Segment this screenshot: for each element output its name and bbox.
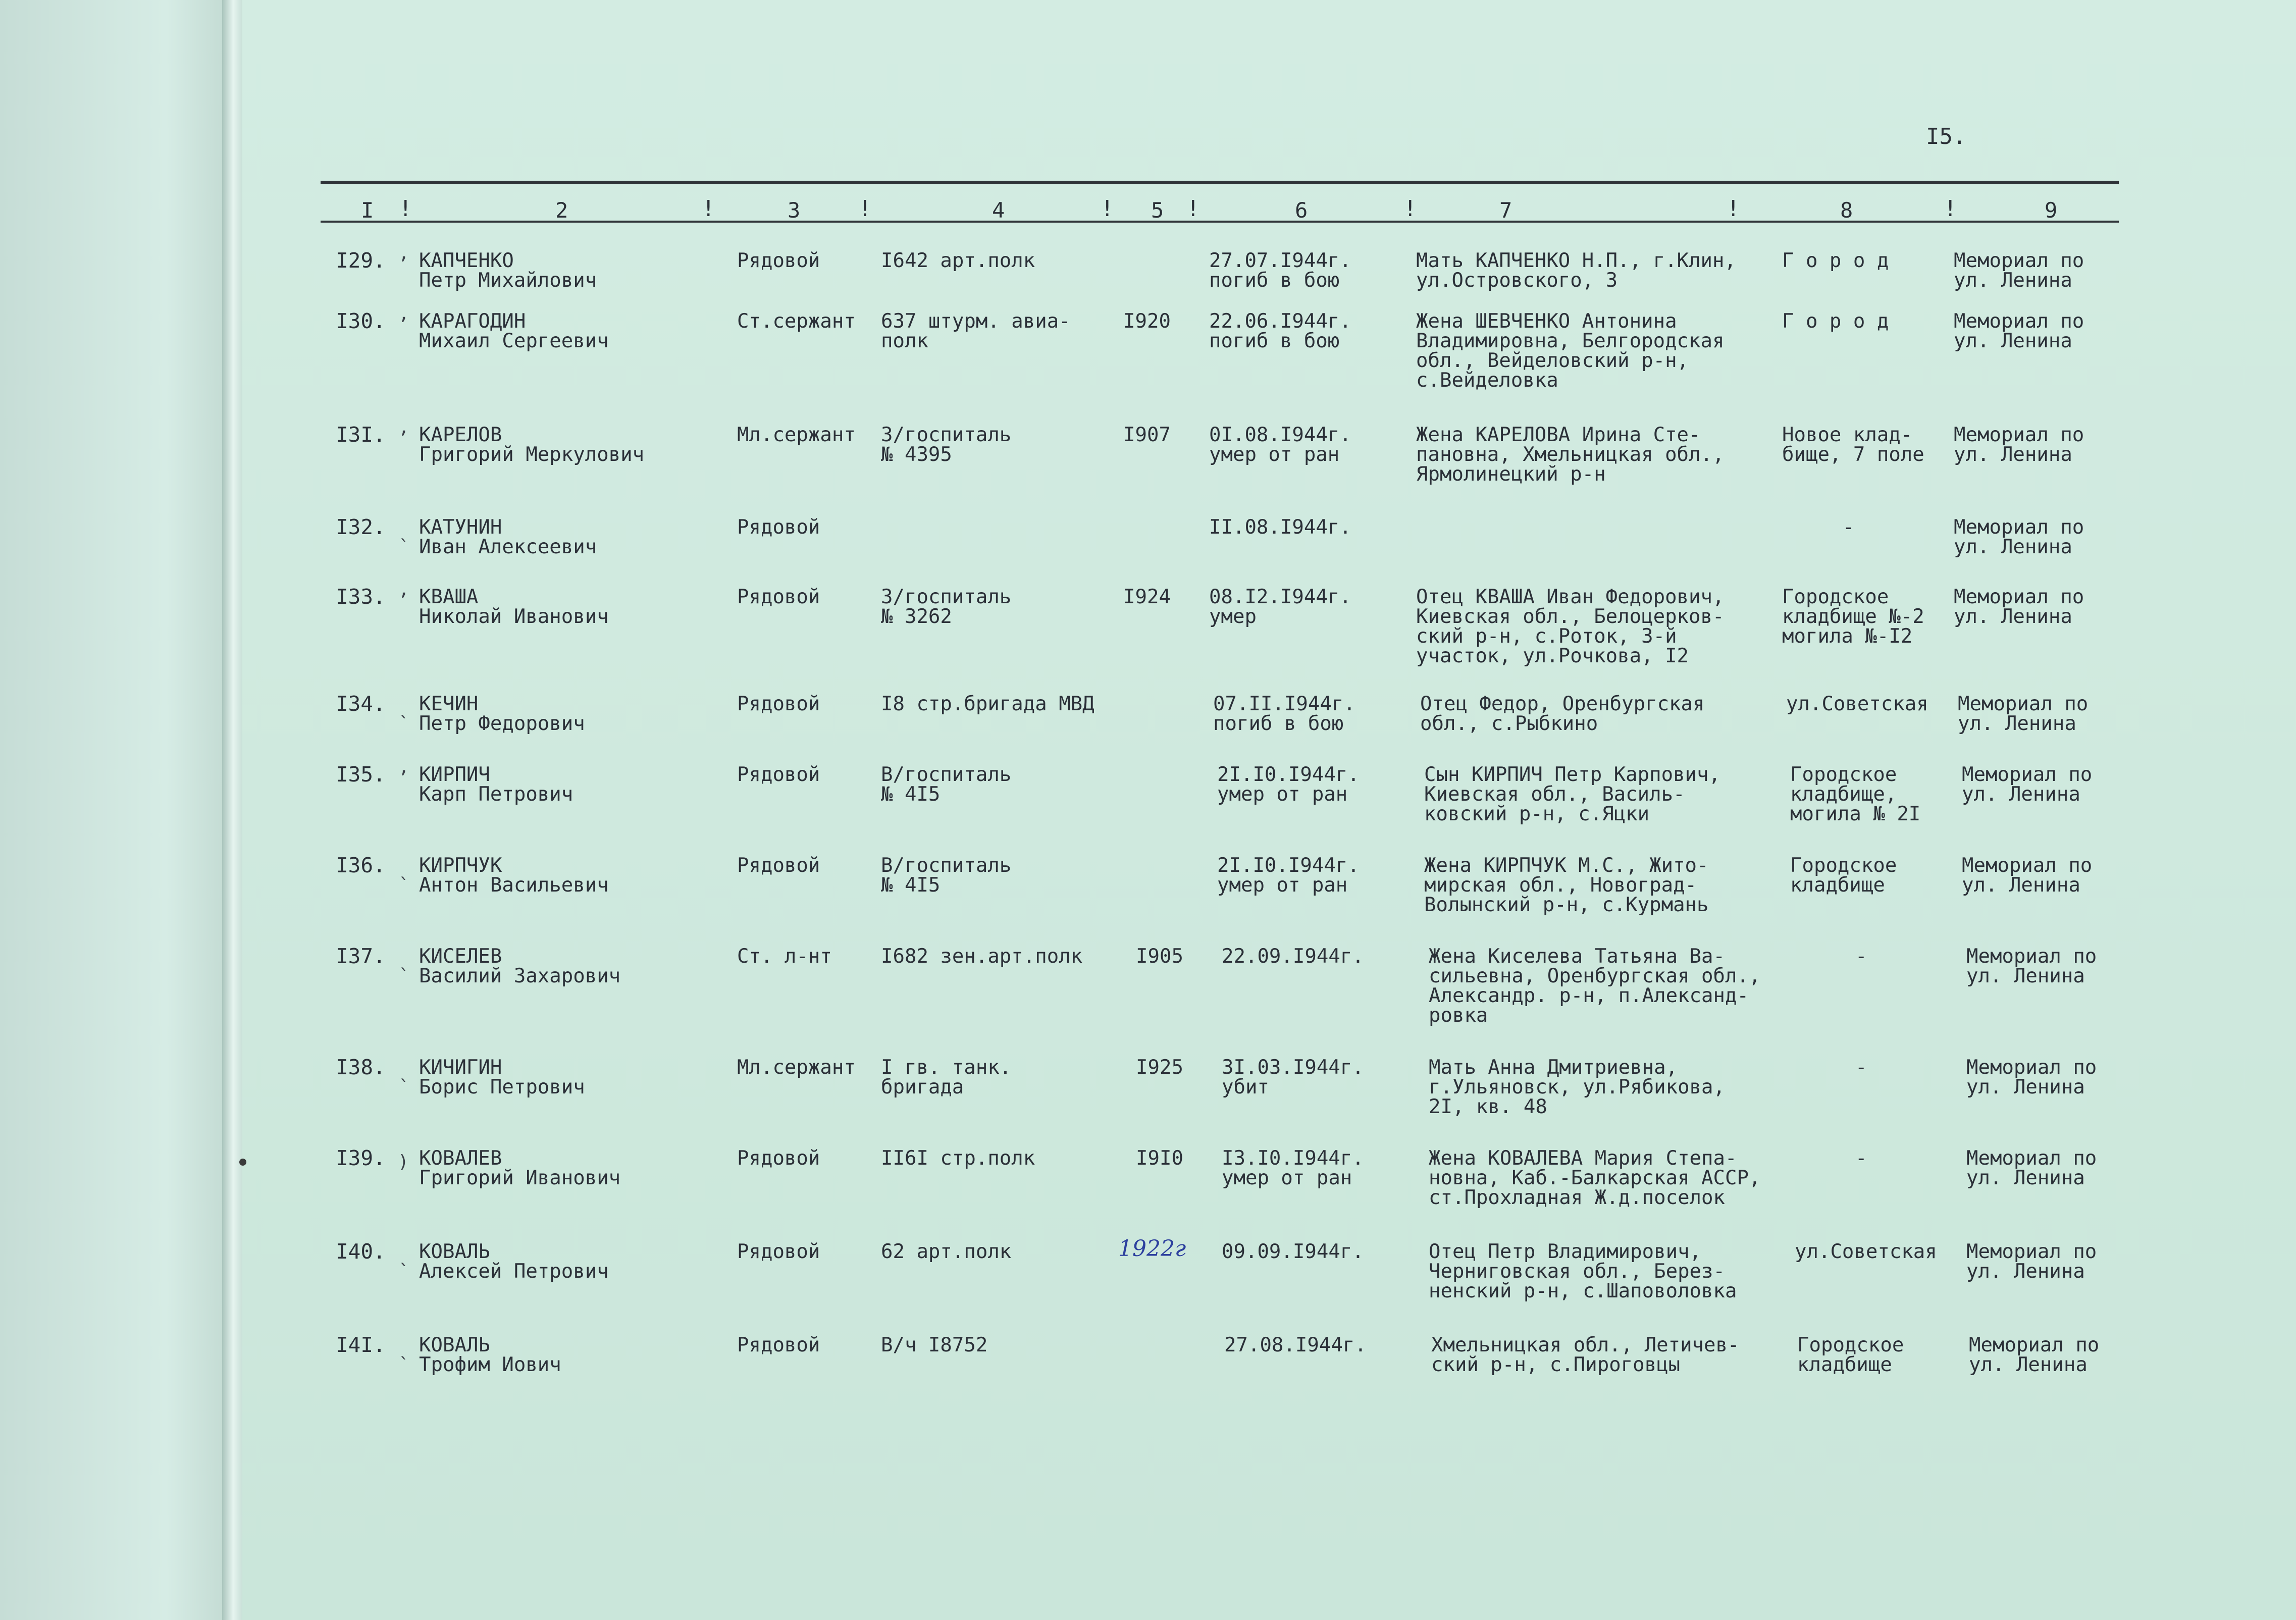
given-names: Григорий Меркулович — [419, 443, 645, 466]
binding-hole — [239, 1159, 246, 1166]
burial-place: - — [1855, 1056, 1867, 1079]
given-names: Михаил Сергеевич — [419, 330, 609, 352]
record-number: I38. — [336, 1055, 386, 1079]
column-separator: ! — [1403, 196, 1417, 222]
unit: З/госпиталь — [881, 586, 1012, 608]
record-number: I39. — [336, 1146, 386, 1170]
burial-place: Новое клад- — [1782, 424, 1913, 446]
next-of-kin: ровка — [1429, 1004, 1488, 1027]
check-tick: ʼ — [398, 315, 409, 335]
surname: КИРПИЧ — [419, 763, 490, 786]
death-date: II.08.I944г. — [1209, 516, 1351, 539]
next-of-kin: участок, ул.Рочкова, I2 — [1416, 645, 1689, 667]
rank: Рядовой — [737, 586, 820, 608]
next-of-kin: Черниговская обл., Берез- — [1429, 1260, 1725, 1283]
surname: КИРПЧУК — [419, 854, 502, 877]
unit: № 4I5 — [881, 874, 941, 897]
next-of-kin: Киевская обл., Василь- — [1424, 783, 1685, 806]
birth-year: I924 — [1123, 586, 1171, 608]
rank: Рядовой — [737, 763, 820, 786]
next-of-kin: ский р-н, с.Пироговцы — [1431, 1353, 1681, 1376]
memorial: ул. Ленина — [1966, 1260, 2085, 1283]
memorial: ул. Ленина — [1958, 712, 2076, 735]
record-number: I35. — [336, 762, 386, 787]
memorial: Мемориал по — [1969, 1334, 2100, 1356]
memorial: Мемориал по — [1958, 693, 2089, 715]
death-date: 0I.08.I944г. — [1209, 424, 1351, 446]
memorial: ул. Ленина — [1954, 330, 2072, 352]
given-names: Трофим Иович — [419, 1353, 561, 1376]
burial-place: ул.Советская — [1795, 1240, 1937, 1263]
death-date: 27.08.I944г. — [1224, 1334, 1367, 1356]
unit: В/госпиталь — [881, 854, 1012, 877]
next-of-kin: Жена КИРПЧУК М.С., Жито- — [1424, 854, 1709, 877]
death-date: 22.06.I944г. — [1209, 310, 1351, 333]
memorial: Мемориал по — [1954, 310, 2084, 333]
surname: КВАША — [419, 586, 479, 608]
column-header: 9 — [2045, 198, 2058, 223]
burial-place: Городское — [1782, 586, 1889, 608]
surname: КОВАЛЬ — [419, 1240, 490, 1263]
given-names: Василий Захарович — [419, 965, 621, 987]
column-header: 6 — [1295, 198, 1308, 223]
rank: Рядовой — [737, 1147, 820, 1170]
unit: № 4395 — [881, 443, 952, 466]
record-number: I36. — [336, 853, 386, 877]
burial-place: кладбище, — [1790, 783, 1897, 806]
next-of-kin: Отец Петр Владимирович, — [1429, 1240, 1702, 1263]
surname: КАПЧЕНКО — [419, 249, 514, 272]
surname: КАТУНИН — [419, 516, 502, 539]
death-date: 22.09.I944г. — [1222, 945, 1364, 968]
next-of-kin: ский р-н, с.Роток, 3-й — [1416, 625, 1677, 648]
next-of-kin: Владимировна, Белгородская — [1416, 330, 1725, 352]
next-of-kin: Волынский р-н, с.Курмань — [1424, 894, 1709, 916]
memorial: ул. Ленина — [1969, 1353, 2088, 1376]
death-date: умер от ран — [1222, 1167, 1352, 1189]
unit: № 4I5 — [881, 783, 941, 806]
previous-page-edge — [0, 0, 237, 1620]
next-of-kin: Жена ШЕВЧЕНКО Антонина — [1416, 310, 1677, 333]
check-tick: ʼ — [398, 590, 409, 611]
death-date: умер от ран — [1217, 874, 1348, 897]
death-date: 2I.I0.I944г. — [1217, 854, 1360, 877]
rank: Рядовой — [737, 854, 820, 877]
rank: Рядовой — [737, 516, 820, 539]
column-separator: ! — [702, 196, 715, 222]
surname: КОВАЛЕВ — [419, 1147, 502, 1170]
next-of-kin: Мать КАПЧЕНКО Н.П., г.Клин, — [1416, 249, 1736, 272]
next-of-kin: Отец КВАША Иван Федорович, — [1416, 586, 1725, 608]
record-number: I37. — [336, 944, 386, 968]
burial-place: кладбище — [1797, 1353, 1892, 1376]
memorial: Мемориал по — [1954, 586, 2084, 608]
memorial: ул. Ленина — [1954, 269, 2072, 292]
memorial: ул. Ленина — [1962, 874, 2080, 897]
record-number: I4I. — [336, 1333, 386, 1357]
check-tick: ˎ — [398, 1245, 409, 1266]
rank: Рядовой — [737, 249, 820, 272]
given-names: Антон Васильевич — [419, 874, 609, 897]
surname: КИСЕЛЕВ — [419, 945, 502, 968]
memorial: Мемориал по — [1966, 1056, 2097, 1079]
record-number: I29. — [336, 248, 386, 273]
given-names: Алексей Петрович — [419, 1260, 609, 1283]
next-of-kin: 2I, кв. 48 — [1429, 1095, 1547, 1118]
burial-place: Городское — [1790, 763, 1897, 786]
column-separator: ! — [1944, 196, 1957, 222]
check-tick: ʼ — [398, 428, 409, 449]
memorial: ул. Ленина — [1954, 605, 2072, 628]
memorial: ул. Ленина — [1966, 1076, 2085, 1099]
check-tick: ˎ — [398, 859, 409, 879]
burial-place: Городское — [1797, 1334, 1904, 1356]
death-date: 07.II.I944г. — [1213, 693, 1355, 715]
rank: Рядовой — [737, 1334, 820, 1356]
memorial: ул. Ленина — [1954, 443, 2072, 466]
column-separator: ! — [1186, 196, 1200, 222]
unit: II6I стр.полк — [881, 1147, 1035, 1170]
next-of-kin: Жена Киселева Татьяна Ва- — [1429, 945, 1725, 968]
birth-year: I9I0 — [1136, 1147, 1183, 1170]
unit: I642 арт.полк — [881, 249, 1035, 272]
burial-place: Г о р о д — [1782, 310, 1889, 333]
burial-place: ул.Советская — [1786, 693, 1928, 715]
rank: Рядовой — [737, 693, 820, 715]
record-number: I33. — [336, 585, 386, 609]
birth-year: I925 — [1136, 1056, 1183, 1079]
next-of-kin: ст.Прохладная Ж.д.поселок — [1429, 1186, 1725, 1209]
unit: 62 арт.полк — [881, 1240, 1012, 1263]
burial-place: могила № 2I — [1790, 803, 1921, 825]
unit: З/госпиталь — [881, 424, 1012, 446]
rank: Ст. л-нт — [737, 945, 832, 968]
rank: Мл.сержант — [737, 1056, 856, 1079]
record-number: I34. — [336, 692, 386, 716]
birth-year: I907 — [1123, 424, 1171, 446]
death-date: 09.09.I944г. — [1222, 1240, 1364, 1263]
check-tick: ˎ — [398, 520, 409, 541]
memorial: Мемориал по — [1954, 424, 2084, 446]
given-names: Николай Иванович — [419, 605, 609, 628]
unit: В/госпиталь — [881, 763, 1012, 786]
record-number: I40. — [336, 1239, 386, 1264]
handwritten-birth-year: 1922г — [1118, 1236, 1186, 1262]
given-names: Карп Петрович — [419, 783, 573, 806]
next-of-kin: г.Ульяновск, ул.Рябикова, — [1429, 1076, 1725, 1099]
burial-place: Городское — [1790, 854, 1897, 877]
death-date: умер от ран — [1217, 783, 1348, 806]
birth-year: I905 — [1136, 945, 1183, 968]
column-header: 2 — [555, 198, 568, 223]
unit: I682 зен.арт.полк — [881, 945, 1083, 968]
check-tick: ʼ — [398, 254, 409, 275]
check-tick: ʼ — [398, 768, 409, 789]
death-date: умер от ран — [1209, 443, 1340, 466]
given-names: Григорий Иванович — [419, 1167, 621, 1189]
given-names: Борис Петрович — [419, 1076, 585, 1099]
unit: № 3262 — [881, 605, 952, 628]
birth-year: I920 — [1123, 310, 1171, 333]
next-of-kin: Мать Анна Дмитриевна, — [1429, 1056, 1678, 1079]
check-tick: ) — [398, 1152, 409, 1172]
column-separator: ! — [1101, 196, 1114, 222]
memorial: ул. Ленина — [1966, 1167, 2085, 1189]
given-names: Петр Федорович — [419, 712, 585, 735]
death-date: погиб в бою — [1209, 330, 1340, 352]
memorial: Мемориал по — [1954, 516, 2084, 539]
page-number: I5. — [1926, 124, 1966, 149]
burial-place: могила №-I2 — [1782, 625, 1913, 648]
unit: бригада — [881, 1076, 964, 1099]
surname: КАРЕЛОВ — [419, 424, 502, 446]
next-of-kin: ул.Островского, 3 — [1416, 269, 1618, 292]
record-number: I30. — [336, 309, 386, 333]
surname: КОВАЛЬ — [419, 1334, 490, 1356]
death-date: 3I.03.I944г. — [1222, 1056, 1364, 1079]
burial-place: - — [1855, 945, 1867, 968]
burial-place: Г о р о д — [1782, 249, 1889, 272]
column-header: 8 — [1840, 198, 1853, 223]
burial-place: - — [1843, 516, 1855, 539]
column-header: 5 — [1151, 198, 1164, 223]
check-tick: ˎ — [398, 1338, 409, 1359]
next-of-kin: Сын КИРПИЧ Петр Карпович, — [1424, 763, 1720, 786]
memorial: Мемориал по — [1966, 945, 2097, 968]
next-of-kin: ковский р-н, с.Яцки — [1424, 803, 1650, 825]
next-of-kin: с.Вейделовка — [1416, 369, 1558, 392]
column-header: 7 — [1499, 198, 1512, 223]
next-of-kin: Жена КОВАЛЕВА Мария Степа- — [1429, 1147, 1737, 1170]
table-top-rule — [321, 181, 2119, 184]
burial-place: кладбище №-2 — [1782, 605, 1924, 628]
next-of-kin: сильевна, Оренбургская обл., — [1429, 965, 1761, 987]
next-of-kin: Александр. р-н, п.Александ- — [1429, 984, 1749, 1007]
surname: КАРАГОДИН — [419, 310, 526, 333]
given-names: Петр Михайлович — [419, 269, 597, 292]
unit: I гв. танк. — [881, 1056, 1012, 1079]
memorial: Мемориал по — [1962, 854, 2093, 877]
unit: 637 штурм. авиа- — [881, 310, 1071, 333]
column-separator: ! — [858, 196, 872, 222]
memorial: ул. Ленина — [1966, 965, 2085, 987]
document-page — [242, 0, 2296, 1620]
next-of-kin: Отец Федор, Оренбургская — [1420, 693, 1705, 715]
next-of-kin: пановна, Хмельницкая обл., — [1416, 443, 1725, 466]
death-date: 08.I2.I944г. — [1209, 586, 1351, 608]
given-names: Иван Алексеевич — [419, 536, 597, 558]
surname: КЕЧИН — [419, 693, 479, 715]
memorial: Мемориал по — [1966, 1240, 2097, 1263]
column-header: I — [361, 198, 374, 223]
surname: КИЧИГИН — [419, 1056, 502, 1079]
rank: Рядовой — [737, 1240, 820, 1263]
memorial: Мемориал по — [1962, 763, 2093, 786]
death-date: умер — [1209, 605, 1257, 628]
memorial: Мемориал по — [1954, 249, 2084, 272]
next-of-kin: Киевская обл., Белоцерков- — [1416, 605, 1725, 628]
column-separator: ! — [1727, 196, 1740, 222]
check-tick: ˎ — [398, 1061, 409, 1081]
next-of-kin: ненский р-н, с.Шаповоловка — [1429, 1280, 1737, 1302]
check-tick: ˎ — [398, 697, 409, 718]
death-date: 27.07.I944г. — [1209, 249, 1351, 272]
death-date: I3.I0.I944г. — [1222, 1147, 1364, 1170]
column-separator: ! — [399, 196, 412, 222]
memorial: Мемориал по — [1966, 1147, 2097, 1170]
column-header: 3 — [788, 198, 801, 223]
memorial: ул. Ленина — [1954, 536, 2072, 558]
death-date: 2I.I0.I944г. — [1217, 763, 1360, 786]
rank: Ст.сержант — [737, 310, 856, 333]
next-of-kin: обл., с.Рыбкино — [1420, 712, 1598, 735]
death-date: погиб в бою — [1213, 712, 1344, 735]
record-number: I32. — [336, 515, 386, 539]
next-of-kin: новна, Каб.-Балкарская АССР, — [1429, 1167, 1761, 1189]
death-date: убит — [1222, 1076, 1269, 1099]
burial-place: кладбище — [1790, 874, 1885, 897]
death-date: погиб в бою — [1209, 269, 1340, 292]
memorial: ул. Ленина — [1962, 783, 2080, 806]
column-header: 4 — [992, 198, 1005, 223]
next-of-kin: Хмельницкая обл., Летичев- — [1431, 1334, 1740, 1356]
unit: В/ч I8752 — [881, 1334, 988, 1356]
next-of-kin: Жена КАРЕЛОВА Ирина Сте- — [1416, 424, 1701, 446]
next-of-kin: мирская обл., Новоград- — [1424, 874, 1697, 897]
rank: Мл.сержант — [737, 424, 856, 446]
next-of-kin: Ярмолинецкий р-н — [1416, 463, 1606, 486]
unit: I8 стр.бригада МВД — [881, 693, 1094, 715]
burial-place: - — [1855, 1147, 1867, 1170]
next-of-kin: обл., Вейделовский р-н, — [1416, 349, 1689, 372]
book-gutter — [222, 0, 242, 1620]
burial-place: бище, 7 поле — [1782, 443, 1924, 466]
unit: полк — [881, 330, 928, 352]
record-number: I3I. — [336, 423, 386, 447]
check-tick: ˎ — [398, 950, 409, 970]
